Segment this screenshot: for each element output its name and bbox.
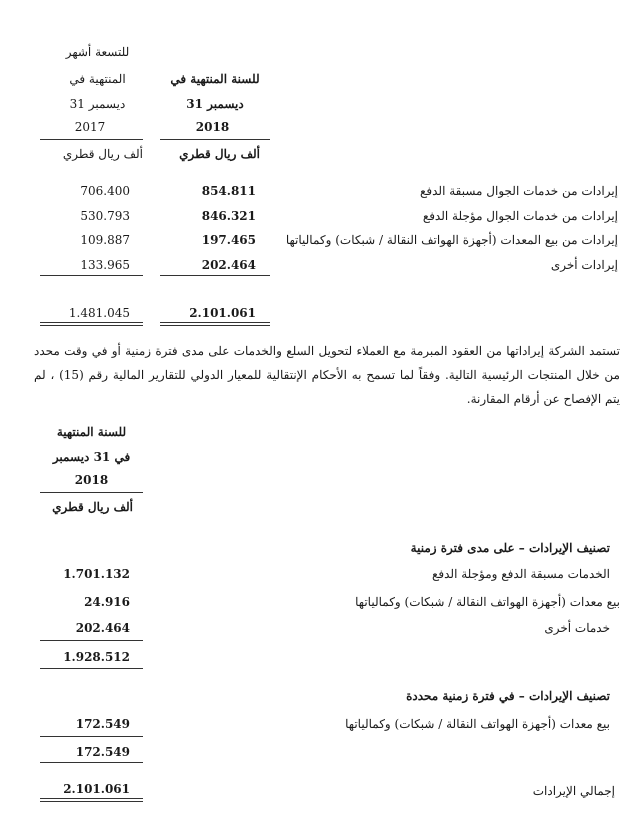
prior-header-rule — [40, 139, 143, 140]
total-revenue-value: 2.101.061 — [63, 782, 130, 796]
current-header-line2: 31 ديسمبر — [186, 97, 244, 111]
prior-header-line2: المنتهية في — [69, 72, 126, 86]
t2-header-rule — [40, 492, 143, 493]
classification-row-label: الخدمات مسبقة الدفع ومؤجلة الدفع — [431, 567, 610, 581]
total-revenue-double-rule — [40, 798, 143, 802]
current-rows-rule — [160, 275, 270, 276]
revenue-row-prior: 530.793 — [80, 209, 130, 223]
revenue-row-prior: 109.887 — [80, 233, 130, 247]
current-total-double-rule — [160, 322, 270, 326]
revenue-row-current: 197.465 — [201, 233, 256, 247]
revenue-row-prior: 706.400 — [80, 184, 130, 198]
section1-subtotal-rule — [40, 668, 143, 669]
prior-total-double-rule — [40, 322, 143, 326]
classification-row-label: خدمات أخرى — [544, 621, 610, 635]
classification-row-value: 202.464 — [75, 621, 130, 635]
classification-row-label: بيع معدات (أجهزة الهواتف النقالة / شبكات) وكمالياتها — [345, 717, 610, 731]
current-header-unit: ألف ريال قطري — [179, 147, 260, 161]
section-title: تصنيف الإيرادات – على مدى فترة زمنية — [410, 541, 610, 555]
section1-rule — [40, 640, 143, 641]
total-revenue-label: إجمالي الإيرادات — [532, 784, 615, 798]
current-header-rule — [160, 139, 270, 140]
revenue-row-label: إيرادات من خدمات الجوال مؤجلة الدفع — [422, 209, 618, 223]
prior-header-year: 2017 — [74, 120, 106, 134]
t2-header-line1: للسنة المنتهية — [56, 425, 127, 439]
section2-rule — [40, 736, 143, 737]
prior-header-line1: للتسعة أشهر — [65, 45, 130, 59]
current-header-line1: للسنة المنتهية في — [170, 72, 260, 86]
prior-rows-rule — [40, 275, 143, 276]
current-header-year: 2018 — [195, 120, 230, 134]
revenue-row-prior: 133.965 — [80, 258, 130, 272]
t2-header-line2: في 31 ديسمبر — [52, 450, 131, 464]
revenue-description-paragraph: تستمد الشركة إيراداتها من العقود المبرمة مع العملاء لتحويل السلع والخدمات على مدى فترة زمنية أو في وقت محدد من خلال المنتجات الرئيسية التالية. وفقاً لما تسمح به الأحكام الإنتقالية للمعيار الدولي للتقارير المالية رقم (15) ، لم يتم الإفصاح عن أرقام المقارنة. — [34, 344, 620, 406]
section2-subtotal: 172.549 — [75, 745, 130, 759]
revenue-row-current: 854.811 — [201, 184, 256, 198]
total-current: 2.101.061 — [189, 306, 256, 320]
revenue-row-label: إيرادات من خدمات الجوال مسبقة الدفع — [420, 184, 618, 198]
classification-row-value: 1.701.132 — [63, 567, 130, 581]
prior-header-line3: 31 ديسمبر — [69, 97, 126, 111]
section-title: تصنيف الإيرادات – في فترة زمنية محددة — [406, 689, 610, 703]
classification-row-value: 24.916 — [84, 595, 130, 609]
classification-row-value: 172.549 — [75, 717, 130, 731]
t2-header-unit: ألف ريال قطري — [52, 500, 133, 514]
prior-header-unit: ألف ريال قطري — [62, 147, 143, 161]
classification-row-label: بيع معدات (أجهزة الهواتف النقالة / شبكات) وكمالياتها — [355, 595, 620, 609]
t2-header-year: 2018 — [74, 473, 109, 487]
section2-subtotal-rule — [40, 762, 143, 763]
total-prior: 1.481.045 — [68, 306, 130, 320]
section1-subtotal: 1.928.512 — [63, 650, 130, 664]
revenue-row-label: إيرادات أخرى — [550, 258, 618, 272]
revenue-row-label: إيرادات من بيع المعدات (أجهزة الهواتف النقالة / شبكات) وكمالياتها — [285, 233, 618, 247]
revenue-row-current: 202.464 — [201, 258, 256, 272]
revenue-row-current: 846.321 — [201, 209, 256, 223]
